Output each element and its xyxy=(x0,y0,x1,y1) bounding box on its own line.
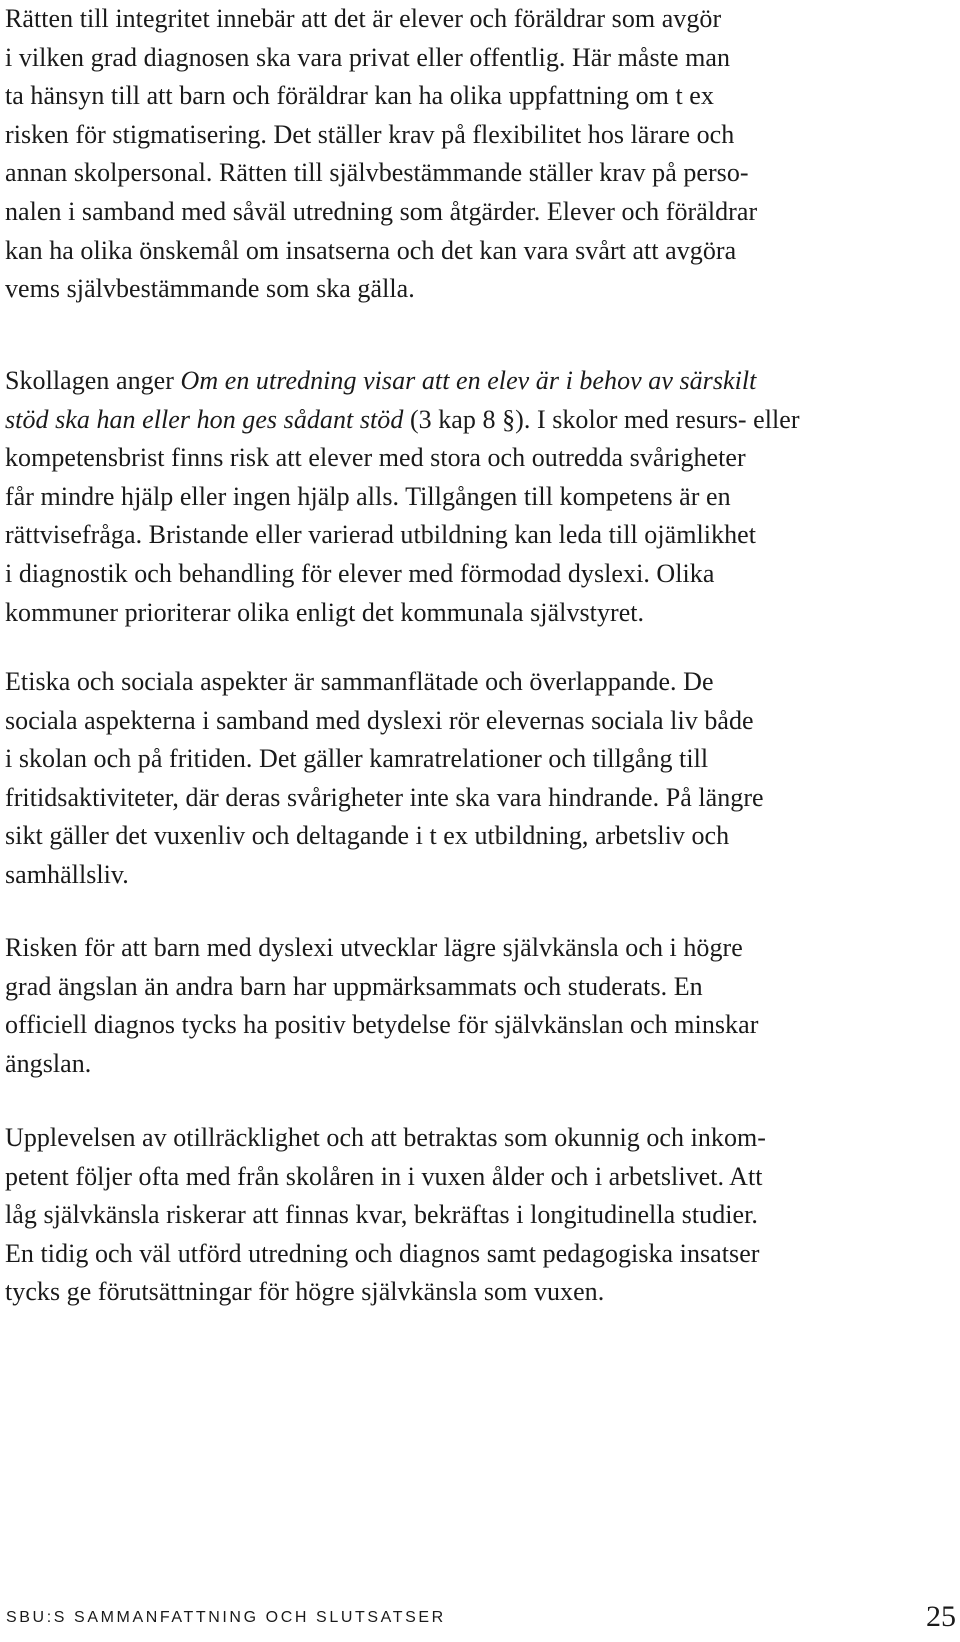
text-line: vems självbestämmande som ska gälla. xyxy=(5,274,415,304)
text-line: risken för stigmatisering. Det ställer krav på flexibilitet hos lärare och xyxy=(5,119,735,149)
page-number: 25 xyxy=(926,1600,956,1633)
law-quote-italic: Om en utredning visar att en elev är i behov av särskilt xyxy=(180,366,757,395)
text-line: i vilken grad diagnosen ska vara privat eller offentlig. Här måste man xyxy=(5,42,730,72)
paragraph-inadequacy xyxy=(5,1119,766,1312)
text-line: fritidsaktiviteter, där deras svårigheter inte ska vara hindrande. På längre xyxy=(5,782,764,812)
text-line: ta hänsyn till att barn och föräldrar kan ha olika uppfattning om t ex xyxy=(5,81,714,111)
text-line: annan skolpersonal. Rätten till självbestämmande ställer krav på perso- xyxy=(5,158,749,188)
text-line: i diagnostik och behandling för elever med förmodad dyslexi. Olika xyxy=(5,558,715,588)
law-quote-italic: stöd ska han eller hon ges sådant stöd xyxy=(5,404,404,434)
text-line: låg självkänsla riskerar att finnas kvar, bekräftas i longitudinella studier. xyxy=(5,1200,758,1230)
text-line: kommuner prioriterar olika enligt det kommunala självstyret. xyxy=(5,597,645,627)
text-line: officiell diagnos tycks ha positiv betydelse för självkänslan och minskar xyxy=(5,1010,759,1040)
running-title: SBU:S SAMMANFATTNING OCH SLUTSATSER xyxy=(6,1609,446,1626)
text-run: (3 kap 8 §). I skolor med resurs- eller xyxy=(403,404,800,434)
text-run: Skollagen anger xyxy=(5,366,181,395)
text-line: rättvisefråga. Bristande eller varierad utbildning kan leda till ojämlikhet xyxy=(5,520,756,550)
text-line: kompetensbrist finns risk att elever med stora och outredda svårigheter xyxy=(5,443,746,473)
paragraph-school-law xyxy=(5,362,800,632)
text-line: Etiska och sociala aspekter är sammanflätade och överlappande. De xyxy=(5,667,714,696)
paragraph-ethical-social xyxy=(5,663,764,895)
text-line: kan ha olika önskemål om insatserna och det kan vara svårt att avgöra xyxy=(5,235,737,265)
text-line: En tidig och väl utförd utredning och diagnos samt pedagogiska insatser xyxy=(5,1238,760,1268)
text-line: tycks ge förutsättningar för högre självkänsla som vuxen. xyxy=(5,1277,605,1307)
text-line: nalen i samband med såväl utredning som åtgärder. Elever och föräldrar xyxy=(5,196,758,226)
paragraph-integrity xyxy=(5,0,757,309)
page-footer xyxy=(6,1598,956,1642)
text-line xyxy=(5,401,800,440)
text-line: får mindre hjälp eller ingen hjälp alls. Tillgången till kompetens är en xyxy=(5,481,731,511)
text-line: i skolan och på fritiden. Det gäller kamratrelationer och tillgång till xyxy=(5,744,709,774)
text-line: petent följer ofta med från skolåren in i vuxen ålder och i arbetslivet. Att xyxy=(5,1161,763,1191)
text-line: Upplevelsen av otillräcklighet och att betraktas som okunnig och inkom- xyxy=(5,1123,766,1152)
text-line: ängslan. xyxy=(5,1048,92,1078)
text-line xyxy=(5,362,800,401)
text-line: sikt gäller det vuxenliv och deltagande i t ex utbildning, arbetsliv och xyxy=(5,821,730,851)
text-line: Risken för att barn med dyslexi utvecklar lägre självkänsla och i högre xyxy=(5,933,743,962)
text-line: Rätten till integritet innebär att det är elever och föräldrar som avgör xyxy=(5,4,722,33)
text-line: sociala aspekterna i samband med dyslexi rör elevernas sociala liv både xyxy=(5,705,754,735)
text-line: samhällsliv. xyxy=(5,859,129,889)
text-line: grad ängslan än andra barn har uppmärksammats och studerats. En xyxy=(5,971,703,1001)
paragraph-self-esteem-risk xyxy=(5,929,758,1083)
